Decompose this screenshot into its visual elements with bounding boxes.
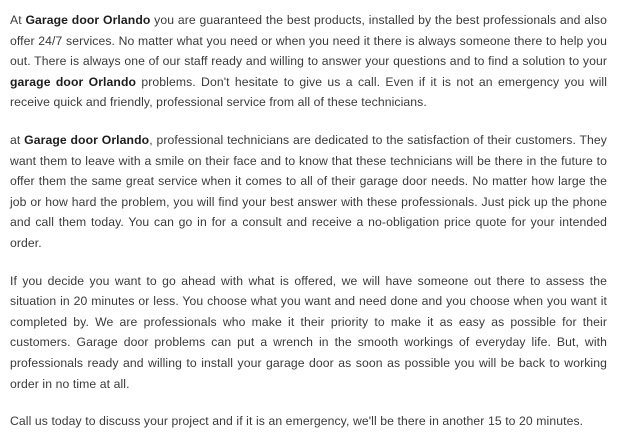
paragraph-1 (10, 10, 607, 113)
emphasis-text: garage door Orlando (10, 74, 137, 89)
paragraph-4 (10, 411, 607, 432)
body-text: Call us today to discuss your project and if it is an emergency, we'll be there in another 15 to 20 minutes. (10, 414, 584, 429)
body-text: If you decide you want to go ahead with what is offered, we will have someone out there to assess the situation in 20 minutes or less. You choose what you want and need done and you choose when you want it completed by. We are professionals who make it their priority to make it as easy as possible for their customers. Garage door problems can put a wrench in the smooth workings of everyday life. But, with professionals ready and willing to install your garage door as soon as possible you will be back to working order in no time at all. (10, 273, 607, 391)
body-text: problems. Don't hesitate to give us a call. Even if it is not an emergency you will receive quick and friendly, professional service from all of these technicians. (10, 74, 607, 110)
body-text: At (10, 13, 26, 27)
body-text: you are guaranteed the best products, installed by the best professionals and also offer 24/7 services. No matter what you need or when you need it there is always someone there to help you out. There is always one of our staff ready and willing to answer your questions and to find a solution to your (10, 13, 607, 69)
paragraph-3 (10, 271, 607, 395)
emphasis-text: Garage door Orlando (24, 132, 150, 147)
emphasis-text: Garage door Orlando (25, 13, 151, 27)
body-text: , professional technicians are dedicated to the satisfaction of their customers. They want them to leave with a smile on their face and to know that these technicians will be there in the future to offer them the same great service when it comes to all of their garage door needs. No matter how large the job or how hard the problem, you will find your best answer with these professionals. Just pick up the phone and call them today. You can go in for a consult and receive a no-obligation price quote for your intended order. (10, 132, 607, 250)
paragraph-2 (10, 130, 607, 254)
body-text: at (10, 132, 25, 147)
